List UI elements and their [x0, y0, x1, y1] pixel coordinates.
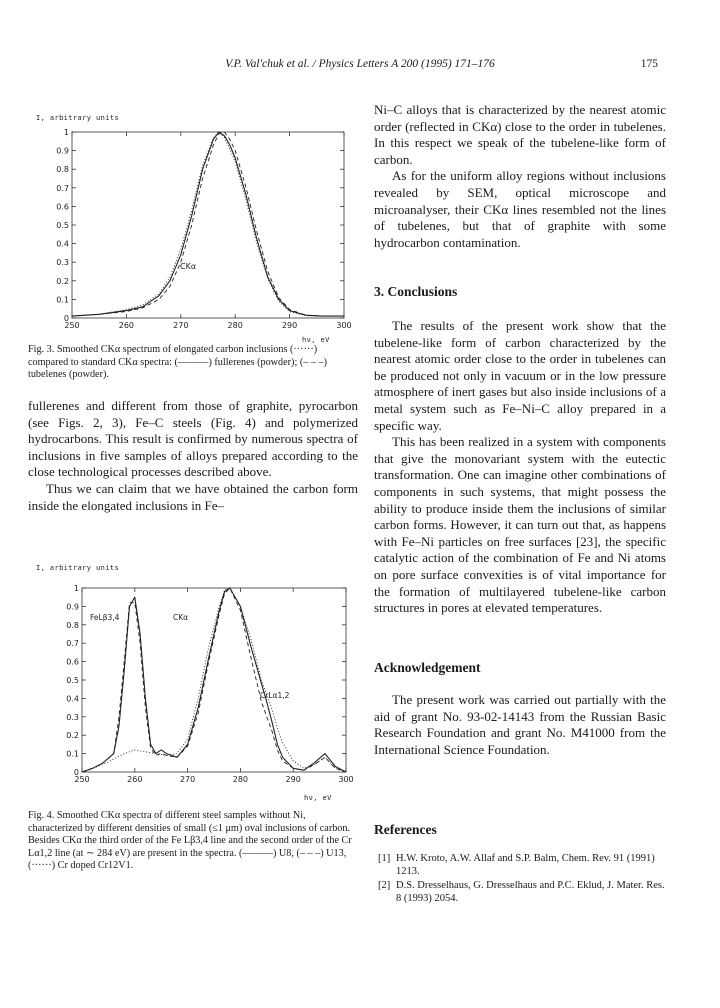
figure-3-y-tick-label: 0.1 [56, 295, 69, 305]
figure-4-caption-text: Fig. 4. Smoothed CKα spectra of different steel samples without Ni, characterized by different densities of small (≤1 μm) oval inclusions of carbon. Besides CKα the third order of the Fe Lβ3,4 line and the second order of the Cr Lα1,2 line (at ∼ 284 eV) are present in the spectra. (———) U8, (– – –) U13, (······) Cr doped Cr12V1. [28, 810, 352, 872]
right-paragraph-1: Ni–C alloys that is characterized by the nearest atomic order (reflected in CKα) close to the order in tubelenes. In this respect we speak of the tubelene-like form of carbon. [374, 102, 666, 167]
figure-3-x-tick-label: 270 [173, 321, 189, 330]
conclusions-text [374, 318, 666, 617]
figure-4-xlabel: hν, eV [304, 794, 332, 802]
figure-4-x-tick-label: 280 [232, 775, 249, 784]
references-heading: References [374, 822, 437, 837]
figure-3-x-tick-label: 260 [118, 321, 135, 330]
figure-3-ylabel: I, arbitrary units [36, 114, 120, 122]
running-header [0, 58, 720, 74]
reference-number: [2] [378, 880, 391, 891]
figure-3-y-tick-label: 0.5 [56, 221, 69, 230]
figure-4-peak-label-c: CKα [173, 613, 189, 622]
conclusions-paragraph-1: The results of the present work show that the tubelene-like form of carbon characterized by the nearest atomic order close to the order in tubelenes can be produced not only in vacuum or in the low pressure atmosphere of inert gases but also inside inclusions of a metal system such as Fe–Ni–C alloy prepared in a specific way. [374, 318, 666, 433]
figure-4-series-u8-line [82, 588, 346, 772]
acknowledgement-text [374, 692, 666, 758]
figure-4-y-tick-label: 0.9 [66, 602, 79, 612]
figure-4-peak-label-cr: CrLα1,2 [260, 691, 290, 700]
left-paragraph-1: fullerenes and different from those of graphite, pyrocarbon (see Figs. 2, 3), Fe–C steels (Fig. 4) and polymerized hydrocarbons. This result is confirmed by numerous spectra of inclusions in five samples of alloys prepared according to the close technological processes described above. [28, 398, 358, 480]
figure-3-series-solid-line [72, 132, 344, 316]
figure-3-y-tick-label: 0.2 [56, 276, 69, 286]
left-column-text [28, 398, 358, 514]
figure-3-y-tick-label: 0.7 [56, 183, 69, 193]
figure-3-chart [28, 104, 358, 344]
figure-4-y-tick-label: 0.2 [66, 731, 79, 741]
figure-3-y-tick-label: 1 [63, 128, 69, 137]
figure-4-chart [28, 560, 358, 810]
figure-3-series-dotted-line [72, 132, 344, 316]
reference-item [374, 852, 666, 878]
left-paragraph-2: Thus we can claim that we have obtained the carbon form inside the elongated inclusions in Fe– [28, 480, 358, 513]
figure-3-peak-label: CKα [180, 262, 197, 271]
figure-3-caption-text: Fig. 3. Smoothed CKα spectrum of elongated carbon inclusions (······) compared to standard CKα spectra: (———) fullerenes (powder); (– – –) tubelenes (powder). [28, 344, 327, 381]
right-paragraph-2: As for the uniform alloy regions without inclusions revealed by SEM, optical microscope and microanalyser, their CKα lines resembled not the lines of tubelenes, but that of graphite with some hydrocarbon contamination. [374, 168, 666, 250]
acknowledgement-paragraph: The present work was carried out partially with the aid of grant No. 93-02-14143 from the Russian Basic Research Foundation and grant No. M41000 from the International Science Foundation. [374, 692, 666, 757]
figure-4-y-tick-label: 0.1 [66, 749, 79, 759]
figure-3-x-tick-label: 290 [281, 321, 298, 330]
figure-3-y-tick-label: 0.6 [56, 202, 69, 212]
figure-3-y-tick-label: 0.9 [56, 146, 69, 156]
figure-4-x-tick-label: 300 [338, 775, 354, 784]
figure-3-y-tick-label: 0.8 [56, 165, 69, 175]
figure-3-x-tick-label: 280 [227, 321, 243, 330]
figure-4-x-tick-label: 260 [127, 775, 143, 784]
figure-3-xlabel: hν, eV [302, 336, 330, 344]
figure-4-caption [28, 810, 358, 873]
figure-4-y-tick-label: 0.3 [66, 712, 79, 722]
figure-4-y-tick-label: 0.4 [66, 694, 79, 704]
figure-4-x-tick-label: 250 [74, 775, 90, 784]
figure-3-x-tick-label: 300 [336, 321, 352, 330]
conclusions-paragraph-2: This has been realized in a system with components that give the monovariant system with the eutectic transformation. One can imagine other combinations of components in such systems, that might possess the ability to produce inside them the inclusions of similar carbon forms. However, it can turn out that, as happens with Fe–Ni particles on free surfaces [23], the specific catalytic action of the combination of Fe and Ni atoms on pore surface convexities is of vital importance for the formation of multilayered tubelene-like carbon structures in pores at elevated temperatures. [374, 434, 666, 616]
figure-3-y-tick-label: 0.4 [56, 239, 69, 249]
reference-number: [1] [378, 853, 391, 864]
conclusions-heading: 3. Conclusions [374, 284, 458, 299]
figure-4-x-tick-label: 290 [285, 775, 301, 784]
figure-4 [28, 560, 358, 810]
right-column-text-top [374, 102, 666, 251]
figure-3-y-tick-label: 0.3 [56, 258, 69, 268]
figure-4-y-tick-label: 0 [73, 768, 79, 777]
figure-4-y-tick-label: 0.6 [66, 657, 79, 667]
reference-text: D.S. Dresselhaus, G. Dresselhaus and P.C. Eklud, J. Mater. Res. 8 (1993) 2054. [396, 880, 665, 904]
figure-3-y-tick-label: 0 [63, 314, 69, 323]
running-head: V.P. Val'chuk et al. / Physics Letters A 200 (1995) 171–176 [225, 58, 495, 70]
acknowledgement-heading: Acknowledgement [374, 660, 481, 675]
figure-3-x-tick-label: 250 [64, 321, 80, 330]
figure-4-y-tick-label: 0.7 [66, 639, 79, 649]
figure-4-frame [82, 588, 346, 772]
figure-4-y-tick-label: 1 [73, 584, 79, 593]
figure-4-series-cr12v1-line [82, 588, 346, 772]
figure-3 [28, 104, 358, 344]
figure-3-series-dashed-line [72, 132, 344, 316]
figure-3-plot [56, 128, 351, 330]
figure-3-frame [72, 132, 344, 318]
figure-4-y-tick-label: 0.8 [66, 620, 79, 630]
page-number: 175 [640, 58, 658, 70]
figure-4-x-tick-label: 270 [179, 775, 196, 784]
figure-4-series-u13-line [82, 588, 346, 772]
figure-4-ylabel: I, arbitrary units [36, 564, 120, 572]
figure-3-caption [28, 344, 358, 382]
references-list [374, 852, 666, 906]
reference-item [374, 879, 666, 905]
figure-4-y-tick-label: 0.5 [66, 676, 79, 685]
figure-4-peak-label-fe: FeLβ3,4 [90, 613, 120, 622]
reference-text: H.W. Kroto, A.W. Allaf and S.P. Balm, Chem. Rev. 91 (1991) 1213. [396, 853, 655, 877]
